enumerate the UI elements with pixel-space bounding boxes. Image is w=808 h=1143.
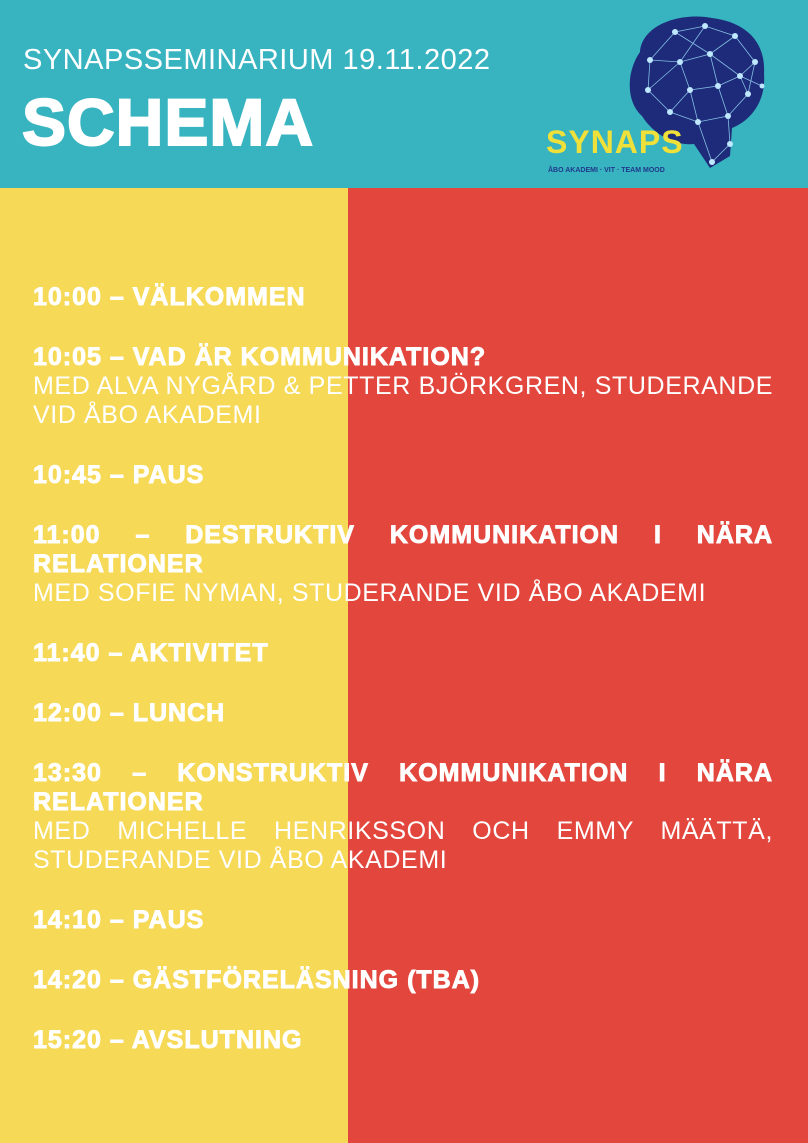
header-banner: [0, 0, 808, 188]
schedule-item: [33, 521, 773, 608]
schedule-item: [33, 461, 773, 490]
item-detail: MED MICHELLE HENRIKSSON OCH EMMY MÄÄTTÄ, STUDERANDE VID ÅBO AKADEMI: [33, 817, 773, 874]
item-heading: 10:05 – VAD ÄR KOMMUNIKATION?: [33, 343, 487, 371]
schedule-item: [33, 966, 773, 995]
page-title: SCHEMA: [22, 85, 315, 159]
item-heading: 10:45 – PAUS: [33, 461, 205, 489]
logo-wordmark: SYNAPS: [546, 124, 684, 160]
item-heading: 10:00 – VÄLKOMMEN: [33, 283, 306, 311]
schedule-item: [33, 343, 773, 430]
schedule-item: [33, 759, 773, 875]
schedule-item: [33, 283, 773, 312]
schedule-item: [33, 1026, 773, 1055]
schedule-item: [33, 699, 773, 728]
item-heading: 15:20 – AVSLUTNING: [33, 1026, 303, 1054]
synaps-logo: [540, 12, 770, 184]
item-heading: 13:30 – KONSTRUKTIV KOMMUNIKATION I NÄRA RELATIONER: [33, 759, 773, 816]
item-heading: 11:40 – AKTIVITET: [33, 639, 269, 667]
logo-tagline: ÅBO AKADEMI · VIT · TEAM MOOD: [548, 167, 665, 174]
item-heading: 11:00 – DESTRUKTIV KOMMUNIKATION I NÄRA RELATIONER: [33, 521, 773, 578]
item-heading: 12:00 – LUNCH: [33, 699, 226, 727]
item-heading: 14:10 – PAUS: [33, 906, 205, 934]
item-detail: MED ALVA NYGÅRD & PETTER BJÖRKGREN, STUDERANDE VID ÅBO AKADEMI: [33, 372, 773, 429]
event-subtitle: SYNAPSSEMINARIUM 19.11.2022: [23, 44, 491, 76]
item-detail: MED SOFIE NYMAN, STUDERANDE VID ÅBO AKADEMI: [33, 579, 707, 607]
schedule-item: [33, 906, 773, 935]
schedule-list: [33, 283, 773, 1086]
schedule-item: [33, 639, 773, 668]
item-heading: 14:20 – GÄSTFÖRELÄSNING (TBA): [33, 966, 481, 994]
